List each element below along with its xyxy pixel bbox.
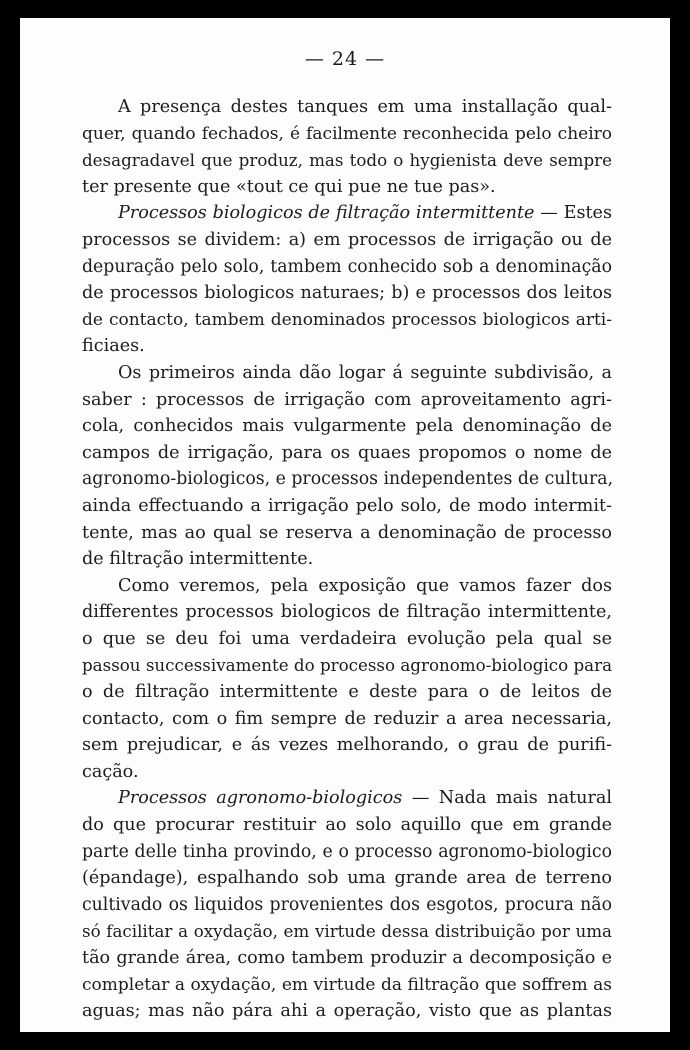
text-line <box>82 732 612 759</box>
text-line <box>82 280 612 307</box>
text-line <box>82 706 612 733</box>
line-text: o de filtração intermittente e deste para o de leitos de <box>82 682 612 703</box>
line-text: tão grande área, como tambem produzir a decomposição e <box>82 948 612 968</box>
text-line <box>82 546 612 573</box>
line-text: Os primeiros ainda dão logar á seguinte subdivisão, a <box>118 362 612 383</box>
text-line <box>82 227 612 254</box>
text-line <box>82 254 612 281</box>
text-line <box>82 892 612 919</box>
text-line <box>82 998 612 1025</box>
line-text: do que procurar restituir ao solo aquillo que em grande <box>82 815 612 836</box>
text-line <box>82 573 612 600</box>
section-heading: Processos agronomo-biologicos <box>118 788 403 809</box>
text-line <box>82 360 612 387</box>
text-line <box>82 679 612 706</box>
line-text: completar a oxydação, em virtude da filtração que soffrem as <box>82 974 612 995</box>
line-text: cação. <box>82 761 139 782</box>
text-line <box>82 599 612 626</box>
text-line <box>82 865 612 892</box>
line-text: de processos biologicos naturaes; b) e processos dos leitos <box>82 283 612 304</box>
text-line <box>82 121 612 148</box>
line-text: processos se dividem: a) em processos de irrigação ou de <box>82 229 612 250</box>
line-text: campos de irrigação, para os quaes propomos o nome de <box>82 442 612 463</box>
text-line <box>82 812 612 839</box>
line-text: ainda effectuando a irrigação pelo solo, de modo intermit- <box>82 495 612 516</box>
line-text: ficiaes. <box>82 336 145 357</box>
line-text: o que se deu foi uma verdadeira evolução pela qual se <box>82 628 612 649</box>
line-text: (épandage), espalhando sob uma grande area de terreno <box>82 868 612 889</box>
line-text: de contacto, tambem denominados processos biologicos arti- <box>82 309 612 330</box>
text-line <box>82 918 612 945</box>
text-line <box>82 440 612 467</box>
line-text: de filtração intermittente. <box>82 549 314 570</box>
text-line <box>82 333 612 360</box>
line-text: differentes processos biologicos de filtração intermittente, <box>82 602 612 623</box>
line-text: parte delle tinha provindo, e o processo agronomo-biologico <box>82 841 612 862</box>
line-text: agronomo-biologicos, e processos independentes de cultura, <box>82 469 614 490</box>
line-text: ter presente que «tout ce qui pue ne tue pas». <box>82 176 496 197</box>
text-line <box>82 413 612 440</box>
text-line <box>82 759 612 786</box>
line-text: sem prejudicar, e ás vezes melhorando, o grau de purifi- <box>82 735 612 756</box>
line-text: Como veremos, pela exposição que vamos fazer dos <box>118 575 612 596</box>
line-text: contacto, com o fim sempre de reduzir a area necessaria, <box>82 708 612 729</box>
line-text: saber : processos de irrigação com aproveitamento agri- <box>82 389 612 410</box>
text-line <box>82 466 612 493</box>
line-text: tente, mas ao qual se reserva a denominação de processo <box>82 522 612 543</box>
text-line <box>82 972 612 999</box>
text-line <box>82 174 612 201</box>
line-text: quer, quando fechados, é facilmente reconhecida pelo cheiro <box>82 123 612 144</box>
text-line <box>82 520 612 547</box>
text-line <box>82 652 612 679</box>
text-line <box>82 307 612 334</box>
text-line <box>82 839 612 866</box>
body-text <box>82 94 612 1025</box>
text-line <box>82 94 612 121</box>
line-text: — Nada mais natural <box>402 788 612 809</box>
text-line <box>82 387 612 414</box>
line-text: cola, conhecidos mais vulgarmente pela denominação de <box>82 416 612 437</box>
text-line <box>82 785 612 812</box>
section-heading: Processos biologicos de filtração intermittente <box>118 203 535 224</box>
line-text: passou successivamente do processo agronomo-biologico para <box>82 655 613 676</box>
text-line <box>82 626 612 653</box>
line-text: — Estes <box>534 203 612 224</box>
line-text: cultivado os liquidos provenientes dos esgotos, procura não <box>82 894 612 915</box>
page-number: — 24 — <box>304 48 386 70</box>
line-text: só facilitar a oxydação, em virtude dessa distribuição por uma <box>82 921 612 942</box>
text-line <box>82 945 612 972</box>
text-line <box>82 147 612 174</box>
line-text: desagradavel que produz, mas todo o hygienista deve sempre <box>82 150 612 171</box>
text-line <box>82 200 612 227</box>
line-text: A presença destes tanques em uma installação qual- <box>118 97 612 117</box>
line-text: aguas; mas não pára ahi a operação, visto que as plantas <box>82 1001 612 1022</box>
line-text: depuração pelo solo, tambem conhecido sob a denominação <box>82 256 612 277</box>
book-page <box>20 18 670 1032</box>
text-line <box>82 493 612 520</box>
